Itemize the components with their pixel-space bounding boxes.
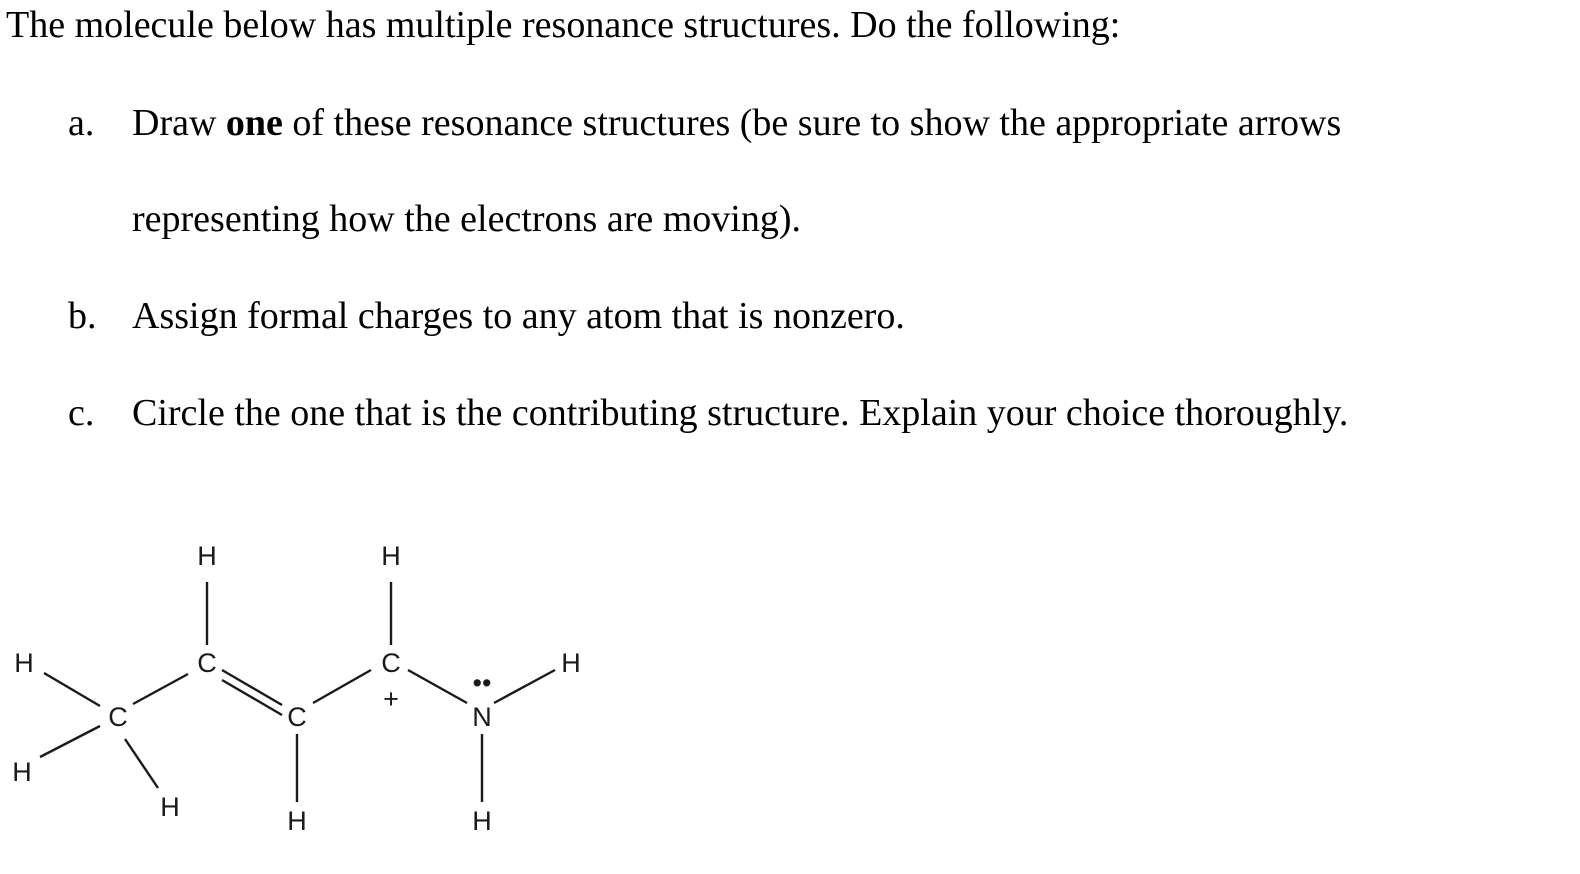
item-b-marker: b. [68,295,97,337]
atom-h-right: H [561,648,581,678]
bond-c1-h-bottom [125,739,158,788]
item-b-text: Assign formal charges to any atom that is nonzero. [132,295,905,337]
atom-h-left-lower: H [12,757,32,787]
lone-pair-dots: •• [472,668,492,698]
atom-h-top-2: H [381,541,401,571]
item-c-marker: c. [68,392,95,434]
bond-h-left-lower-c1 [40,726,100,757]
atom-h-left-upper: H [14,648,34,678]
atom-c1: C [108,702,128,732]
item-a-text-after: of these resonance structures (be sure to show the appropriate arrows [282,102,1342,144]
charge-plus: + [383,684,399,714]
item-a-continuation-text: representing how the electrons are moving). [132,198,801,240]
question-intro: The molecule below has multiple resonance structures. Do the following: [6,4,1121,46]
atom-n: N [472,702,492,732]
item-a-marker: a. [68,102,95,144]
bond-h-left-upper-c1 [44,673,100,706]
bond-c3-c4 [313,670,371,703]
atom-h-bottom-2: H [287,806,307,836]
item-a-text-bold: one [225,102,283,144]
atom-c2: C [197,648,217,678]
molecule-structure [0,520,640,874]
item-a-text [132,100,1341,146]
atom-h-bottom-n: H [472,806,492,836]
bond-c2-c3-double-a [222,670,282,705]
bond-n-h-right [494,670,555,703]
bond-c1-c2 [133,674,188,704]
item-a-text-before: Draw [132,102,226,144]
bond-c4-n [408,670,467,703]
atom-h-top-1: H [197,541,217,571]
atom-c4: C [381,648,401,678]
bond-c2-c3-double-b [222,680,282,715]
item-c-text: Circle the one that is the contributing structure. Explain your choice thoroughly. [132,392,1349,434]
atom-c3: C [287,702,307,732]
atom-h-bottom-1: H [160,792,180,822]
